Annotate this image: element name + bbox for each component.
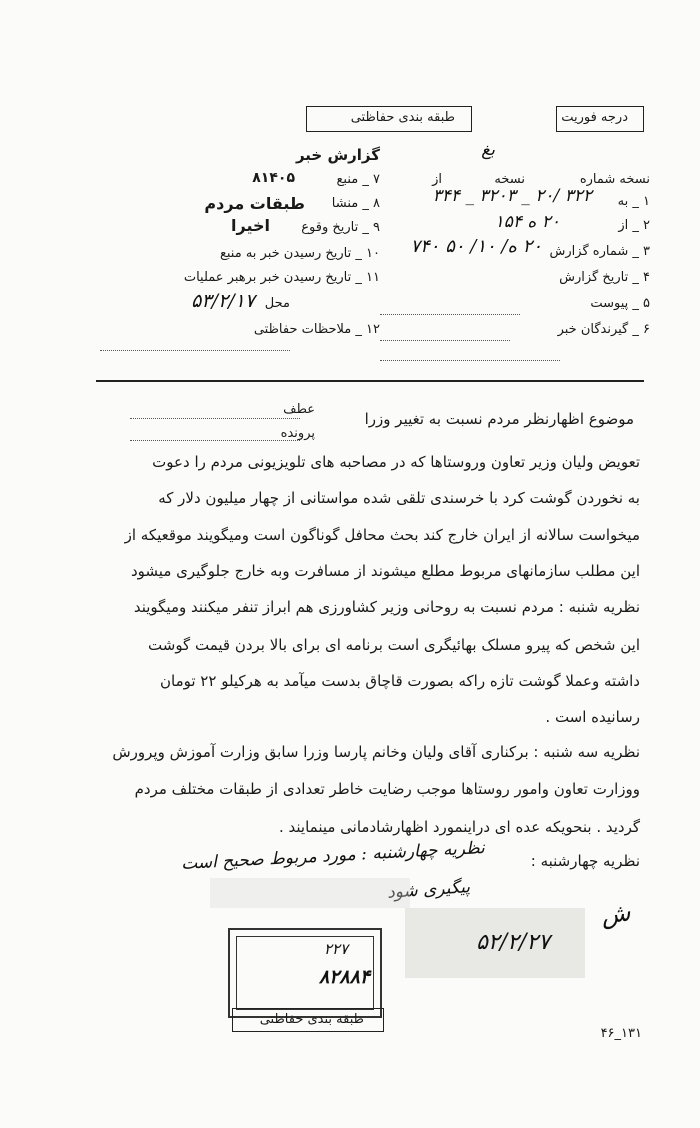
dotted-line xyxy=(380,360,560,361)
body-line: به نخوردن گوشت کرد با خرسندی تلقی شده مواستانی از چهار میلیون دلار که xyxy=(158,489,640,507)
field-label-recipients: ۶ _ گیرندگان خبر xyxy=(557,322,650,337)
priority-title: درجه فوریت xyxy=(561,110,628,125)
field-value-origin: طبقات مردم xyxy=(204,194,305,213)
field-label-report-date: ۴ _ تاریخ گزارش xyxy=(559,270,650,285)
field-value-source: ۸۱۴۰۵ xyxy=(252,170,295,186)
handwritten-signature: ش xyxy=(598,898,632,930)
body-line: این مطلب سازمانهای مربوط مطلع میشوند از مسافرت وبه خارج جلوگیری میشود xyxy=(130,562,640,580)
subject-line: موضوع اظهارنظر مردم نسبت به تغییر وزرا xyxy=(364,410,634,428)
field-label-received-by-source: ۱۰ _ تاریخ رسیدن خبر به منبع xyxy=(219,246,380,261)
body-line: نظریه چهارشنبه : xyxy=(530,852,640,870)
dotted-line xyxy=(380,340,510,341)
header-separator xyxy=(96,380,644,382)
stamp-smudge xyxy=(210,878,410,908)
field-label-to: ۱ _ به xyxy=(617,194,650,209)
of-label: از xyxy=(432,172,442,187)
dotted-line xyxy=(380,314,520,315)
field-value-to: ۳۴۴ _ ۳۲۰۳ _ ۲۰/ ۳۲۲ xyxy=(432,186,592,206)
body-line: نظریه سه شنبه : برکناری آقای ولیان وخانم پارسا وزرا سابق وزارت آموزش وپرورش xyxy=(112,743,640,761)
parvandeh-label: پرونده xyxy=(280,426,315,441)
stamp-date: ۵۲/۲/۲۷ xyxy=(476,930,550,955)
body-line: گردید . بنحویکه عده ای دراینمورد اظهارشادمانی مینمایند . xyxy=(278,818,640,836)
stamp-code: ۸۲۸۸۴ xyxy=(318,966,370,988)
field-value-place: ۵۳/۲/۱۷ xyxy=(191,290,255,312)
body-line: این شخص که پیرو مسلک بهائیگری است برنامه ای برای بالا بردن قیمت گوشت xyxy=(148,636,640,654)
classification-title: طبقه بندی حفاظتی xyxy=(350,110,455,125)
handwritten-header-mark: بغ xyxy=(481,140,495,160)
body-line: تعویض ولیان وزیر تعاون وروستاها که در مصاحبه های تلویزیونی مردم را دعوت xyxy=(152,453,640,471)
field-label-attachment: ۵ _ پیوست xyxy=(590,296,650,311)
dotted-line xyxy=(100,350,290,351)
field-label-source: ۷ _ منبع xyxy=(336,172,380,187)
body-line: ووزارت تعاون وامور روستاها موجب رضایت خاطر تعدادی از طبقات مختلف مردم xyxy=(134,780,640,798)
copy-label: نسخه شماره xyxy=(579,172,650,187)
body-line: داشته وعملا گوشت تازه راکه بصورت قاچاق بدست میآمد به هرکیلو ۲۲ تومان xyxy=(159,672,640,690)
field-value-from: ۲۰ ه ۱۵۴ xyxy=(494,212,560,232)
field-label-origin: ۸ _ منشا xyxy=(331,196,380,211)
atf-label: عطف xyxy=(283,402,315,417)
field-label-report-number: ۳ _ شماره گزارش xyxy=(549,244,650,259)
copy-word: نسخه xyxy=(494,172,525,187)
field-label-event-date: ۹ _ تاریخ وقوع xyxy=(301,220,380,235)
report-title: گزارش خبر xyxy=(295,146,380,164)
field-value-event-date: اخیرا xyxy=(231,216,270,235)
stamp-number: ۲۲۷ xyxy=(323,940,348,958)
body-line: میخواست سالانه از ایران خارج کند بحث محافل گوناگون است ومیگویند موقعیکه از xyxy=(124,526,640,544)
field-label-from: ۲ _ از xyxy=(618,218,650,233)
field-label-security-notes: ۱۲ _ ملاحظات حفاظتی xyxy=(253,322,380,337)
body-line: رسانیده است . xyxy=(545,708,640,726)
field-value-report-number: ۲۰ ه/ ۱۰/ ۵۰ ۷۴۰ xyxy=(410,236,542,257)
footer-classification: طبقه بندی حفاظتی xyxy=(259,1012,364,1027)
page-number: ۴۶_۱۳۱ xyxy=(600,1026,642,1041)
dotted-line xyxy=(130,418,300,419)
dotted-line xyxy=(130,440,300,441)
field-label-received-by-leader: ۱۱ _ تاریخ رسیدن خبر برهبر عملیات xyxy=(183,270,380,285)
handwritten-note-2: پیگیری شود xyxy=(386,877,471,903)
field-label-place: محل xyxy=(264,296,290,311)
handwritten-note-1: نظریه چهارشنبه : مورد مربوط صحیح است xyxy=(180,838,486,874)
body-line: نظریه شنبه : مردم نسبت به روحانی وزیر کشاورزی هم ابراز تنفر میکنند ومیگویند xyxy=(133,598,640,616)
